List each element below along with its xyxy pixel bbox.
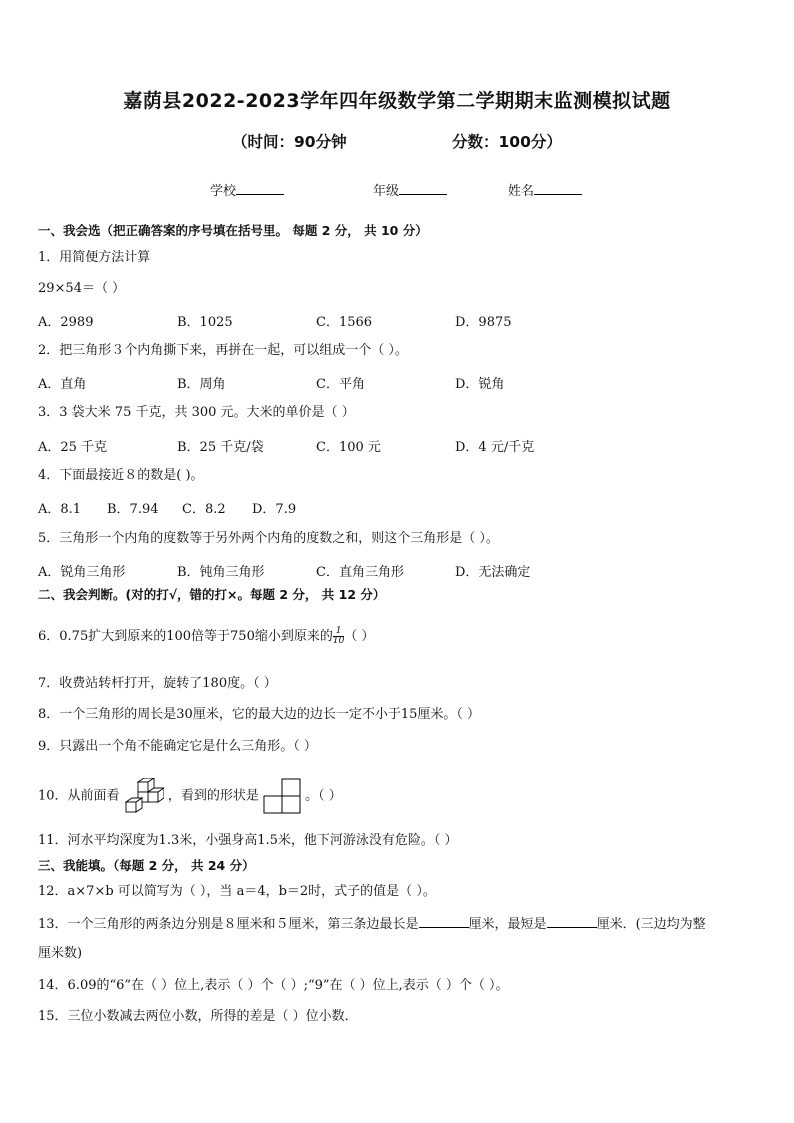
score-label: 分数：100分） [452, 133, 562, 151]
q5-text: 5．三角形一个内角的度数等于另外两个内角的度数之和，则这个三角形是（ ）。 [38, 531, 499, 546]
q3-text: 3．3 袋大米 75 千克，共 300 元。大米的单价是（ ） [38, 405, 355, 420]
q2-option-a[interactable]: A．直角 [38, 377, 87, 392]
q4-option-d[interactable]: D．7.9 [252, 502, 297, 517]
q13-text-c: 厘米．(三边均为整 [596, 917, 706, 932]
q2-option-d[interactable]: D．锐角 [455, 377, 505, 392]
grade-label: 年级 [373, 184, 400, 199]
q5-option-c[interactable]: C．直角三角形 [316, 565, 404, 580]
q1-option-d[interactable]: D．9875 [455, 315, 512, 330]
q13-text-d: 厘米数) [38, 946, 83, 961]
q2-text: 2．把三角形３个内角撕下来，再拼在一起，可以组成一个（ ）。 [38, 343, 408, 358]
page-title: 嘉荫县2022-2023学年四年级数学第二学期期末监测模拟试题 [123, 90, 671, 112]
q5-option-a[interactable]: A．锐角三角形 [38, 565, 126, 580]
q6-fraction: $\frac{1}{10}$ [332, 626, 345, 646]
q6-text: 6．0.75扩大到原来的100倍等于750缩小到原来的 [38, 629, 333, 644]
q7: 7．收费站转杆打开，旋转了180度。（ ） [38, 676, 277, 691]
q13-blank-1[interactable] [419, 915, 469, 928]
q1-option-c[interactable]: C．1566 [316, 315, 373, 330]
q3-option-c[interactable]: C．100 元 [316, 440, 381, 455]
name-label: 姓名 [508, 184, 535, 199]
q2-option-c[interactable]: C．平角 [316, 377, 365, 392]
q11: 11．河水平均深度为1.3米，小强身高1.5米，他下河游泳没有危险。（ ） [38, 833, 458, 848]
name-field [508, 180, 582, 199]
cubes-figure-icon [124, 778, 164, 814]
q1-expr: 29×54＝（ ） [38, 281, 126, 296]
q5-option-d[interactable]: D．无法确定 [455, 565, 531, 580]
school-label: 学校 [210, 184, 237, 199]
section2-heading: 二、我会判断。(对的打√，错的打×。每题 2 分， 共 12 分） [38, 587, 386, 602]
time-label: （时间：90分钟 [232, 133, 347, 151]
q3-option-d[interactable]: D．4 元/千克 [455, 440, 535, 455]
q15: 15．三位小数减去两位小数，所得的差是（ ）位小数． [38, 1009, 358, 1024]
grade-field [373, 180, 447, 199]
q2-option-b[interactable]: B．周角 [177, 377, 226, 392]
q13-blank-2[interactable] [547, 915, 597, 928]
section1-heading: 一、我会选（把正确答案的序号填在括号里。 每题 2 分， 共 10 分） [38, 223, 428, 238]
q1-option-a[interactable]: A．2989 [38, 315, 94, 330]
q14: 14．6.09的“6”在（ ）位上,表示（ ）个（ ）;“9”在（ ）位上,表示（ ）个（ ）。 [38, 978, 509, 993]
q13-text-b: 厘米，最短是 [468, 917, 547, 932]
q1-text: 1．用简便方法计算 [38, 250, 151, 265]
q1-option-b[interactable]: B．1025 [177, 315, 233, 330]
section3-heading: 三、我能填。（每题 2 分， 共 24 分） [38, 858, 255, 873]
q4-option-a[interactable]: A．8.1 [38, 502, 82, 517]
q10 [38, 778, 342, 814]
name-blank[interactable] [534, 182, 582, 195]
q3-option-a[interactable]: A．25 千克 [38, 440, 108, 455]
school-field [210, 180, 284, 199]
q10-text-a: 10．从前面看 [38, 788, 120, 804]
q3-option-b[interactable]: B．25 千克/袋 [177, 440, 264, 455]
q13-text-a: 13．一个三角形的两条边分别是８厘米和５厘米，第三条边最长是 [38, 917, 419, 932]
q10-text-b: ，看到的形状是 [167, 788, 259, 804]
q4-option-b[interactable]: B．7.94 [107, 502, 159, 517]
q12: 12．a×7×b 可以简写为（ ），当 a＝4，b＝2时，式子的值是（ ）。 [38, 884, 436, 899]
q6 [38, 627, 374, 646]
q4-text: 4．下面最接近８的数是( )。 [38, 468, 204, 483]
front-view-figure-icon [263, 778, 301, 814]
q9: 9．只露出一个角不能确定它是什么三角形。（ ） [38, 739, 317, 754]
q4-option-c[interactable]: C．8.2 [182, 502, 226, 517]
grade-blank[interactable] [399, 182, 447, 195]
q6-answer[interactable]: （ ） [344, 629, 375, 644]
q10-text-c: 。（ ） [305, 788, 342, 804]
q13 [38, 915, 706, 934]
q8: 8．一个三角形的周长是30厘米，它的最大边的边长一定不小于15厘米。（ ） [38, 707, 480, 722]
school-blank[interactable] [236, 182, 284, 195]
q5-option-b[interactable]: B．钝角三角形 [177, 565, 265, 580]
